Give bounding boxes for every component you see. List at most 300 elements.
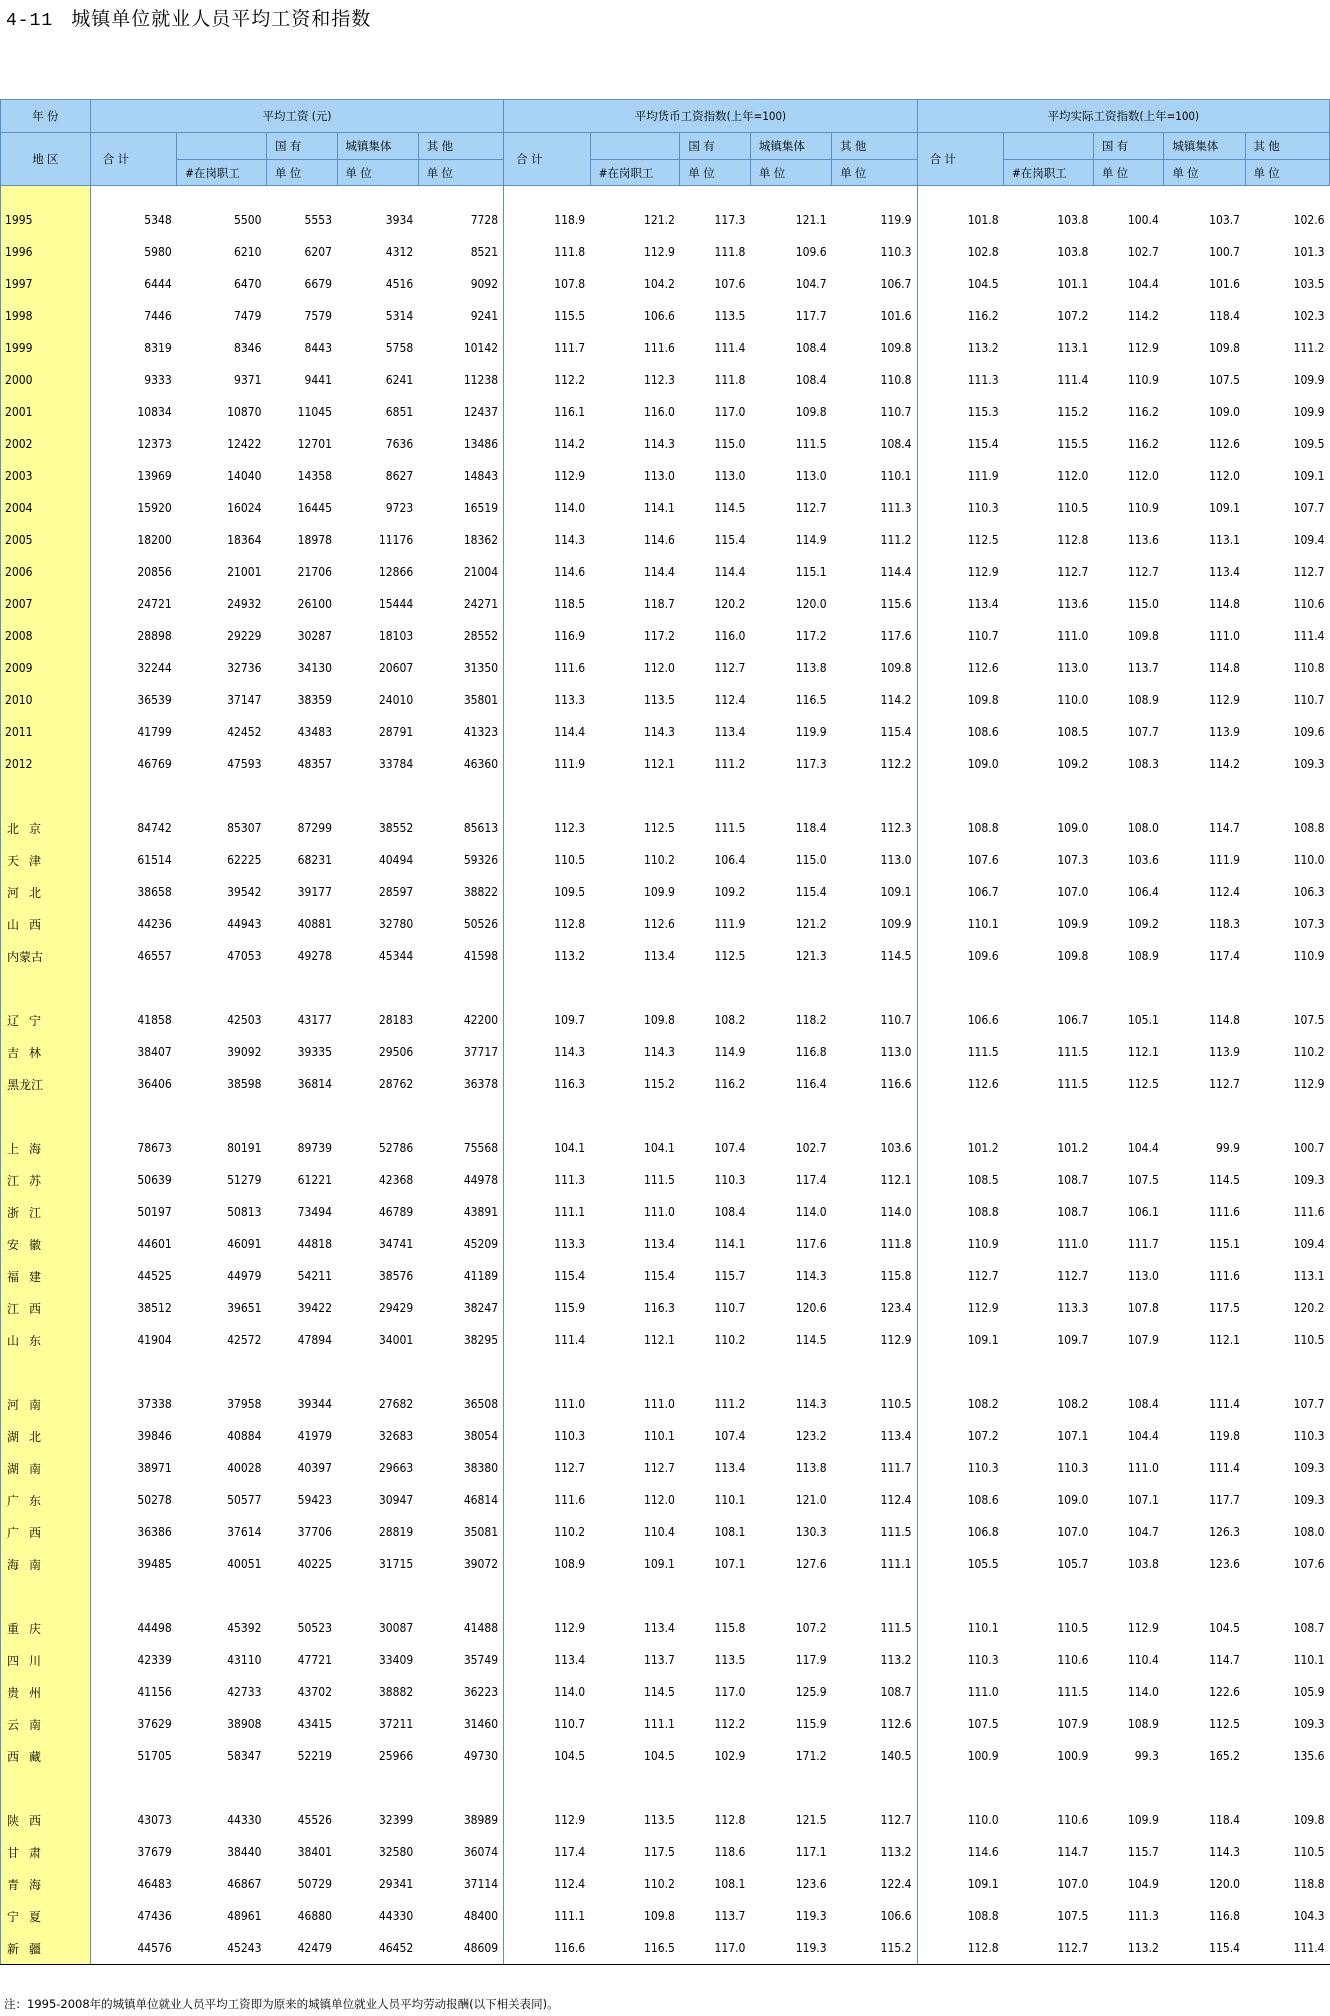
table-cell: 111.4 — [1209, 1461, 1241, 1475]
table-cell — [1164, 780, 1245, 812]
table-cell: 47894 — [297, 1333, 332, 1347]
table-cell: 112.5 — [644, 821, 675, 835]
table-cell: 109.8 — [967, 693, 999, 707]
table-cell: 119.8 — [1209, 1429, 1241, 1443]
table-cell: 111.5 — [832, 1516, 917, 1548]
table-cell: 24010 — [378, 693, 414, 707]
table-cell: 6679 — [304, 277, 332, 291]
table-cell: 50639 — [137, 1173, 172, 1187]
year-label: 1995 — [1, 186, 91, 237]
table-cell: 113.2 — [967, 341, 999, 355]
table-cell: 111.8 — [714, 373, 746, 387]
table-cell — [1093, 1356, 1164, 1388]
table-cell: 108.8 — [967, 821, 999, 835]
table-cell: 42368 — [378, 1173, 414, 1187]
table-cell: 107.9 — [1057, 1717, 1089, 1731]
table-cell: 112.8 — [1057, 533, 1089, 547]
table-cell: 103.8 — [1057, 213, 1089, 227]
region-label: 宁夏 — [1, 1900, 91, 1932]
table-cell: 30947 — [378, 1493, 414, 1507]
table-cell: 110.2 — [554, 1525, 586, 1539]
table-cell: 109.7 — [1057, 1333, 1089, 1347]
table-cell: 110.4 — [1127, 1653, 1159, 1667]
table-cell — [418, 1772, 503, 1804]
table-cell: 115.7 — [1127, 1845, 1159, 1859]
region-label: 江西 — [1, 1292, 91, 1324]
table-cell: 111.2 — [714, 1397, 746, 1411]
table-cell: 114.0 — [1127, 1685, 1159, 1699]
table-cell — [504, 1772, 591, 1804]
table-cell: 42572 — [227, 1333, 262, 1347]
table-cell: 87299 — [297, 821, 332, 835]
table-cell: 10142 — [418, 332, 503, 364]
table-cell: 44818 — [297, 1237, 332, 1251]
table-cell: 44576 — [90, 1932, 177, 1965]
table-row — [1, 1836, 1330, 1868]
table-cell: 109.1 — [644, 1557, 675, 1571]
table-cell: 100.7 — [1209, 245, 1241, 259]
table-cell: 110.4 — [644, 1525, 675, 1539]
table-cell — [1004, 1356, 1094, 1388]
table-cell: 54211 — [297, 1269, 332, 1283]
table-cell: 59423 — [297, 1493, 332, 1507]
table-cell: 110.5 — [554, 853, 586, 867]
table-cell: 38989 — [418, 1804, 503, 1836]
table-cell: 107.2 — [1057, 309, 1089, 323]
table-cell: 39846 — [137, 1429, 172, 1443]
table-cell: 36508 — [418, 1388, 503, 1420]
table-cell: 110.2 — [714, 1333, 746, 1347]
table-cell: 112.8 — [714, 1813, 746, 1827]
table-cell: 73494 — [297, 1205, 332, 1219]
table-cell: 46483 — [137, 1877, 172, 1891]
table-cell: 46814 — [418, 1484, 503, 1516]
table-cell: 113.4 — [644, 1237, 675, 1251]
year-label: 2006 — [1, 556, 91, 588]
table-cell: 118.4 — [1209, 309, 1241, 323]
table-cell — [90, 1580, 177, 1612]
table-cell — [1004, 1580, 1094, 1612]
table-cell: 112.5 — [967, 533, 999, 547]
table-cell: 52219 — [297, 1749, 332, 1763]
table-cell: 108.9 — [1127, 1717, 1159, 1731]
table-cell: 106.4 — [1127, 885, 1159, 899]
table-cell — [267, 1772, 338, 1804]
table-cell — [680, 1356, 751, 1388]
table-cell — [1004, 1772, 1094, 1804]
table-cell: 114.5 — [1209, 1173, 1241, 1187]
region-label: 吉林 — [1, 1036, 91, 1068]
table-cell: 110.2 — [644, 853, 675, 867]
table-cell: 114.3 — [644, 725, 675, 739]
table-cell: 36539 — [137, 693, 172, 707]
table-cell: 3934 — [385, 213, 414, 227]
table-cell: 113.5 — [714, 1653, 746, 1667]
table-cell: 107.7 — [1127, 725, 1159, 739]
table-row — [1, 588, 1330, 620]
table-cell: 107.5 — [1209, 373, 1241, 387]
table-row — [1, 1196, 1330, 1228]
table-cell — [90, 1100, 177, 1132]
table-cell: 101.8 — [967, 213, 999, 227]
table-cell: 110.5 — [1057, 501, 1089, 515]
table-cell: 113.0 — [1127, 1269, 1159, 1283]
table-row — [1, 1900, 1330, 1932]
table-cell: 7479 — [234, 309, 262, 323]
table-row — [1, 556, 1330, 588]
table-row — [1, 1420, 1330, 1452]
region-label: 山东 — [1, 1324, 91, 1356]
table-cell — [1093, 1772, 1164, 1804]
year-label: 2011 — [1, 716, 91, 748]
table-cell: 112.6 — [967, 661, 999, 675]
table-cell: 112.7 — [795, 501, 827, 515]
table-cell: 109.5 — [1293, 437, 1325, 451]
region-label: 河南 — [1, 1388, 91, 1420]
table-row — [1, 1676, 1330, 1708]
table-cell: 115.7 — [714, 1269, 746, 1283]
table-cell: 130.3 — [795, 1525, 827, 1539]
table-cell: 108.6 — [967, 725, 999, 739]
year-label: 1998 — [1, 300, 91, 332]
table-cell: 111.0 — [644, 1397, 675, 1411]
table-cell: 114.6 — [967, 1845, 999, 1859]
table-cell: 7579 — [304, 309, 332, 323]
table-cell: 7636 — [385, 437, 414, 451]
table-cell: 40494 — [378, 853, 414, 867]
table-cell: 108.7 — [1057, 1205, 1089, 1219]
table-cell: 39422 — [297, 1301, 332, 1315]
table-cell: 112.0 — [1057, 469, 1089, 483]
table-cell: 106.3 — [1293, 885, 1325, 899]
table-cell — [177, 1100, 267, 1132]
table-cell: 115.1 — [795, 565, 827, 579]
table-cell: 99.3 — [1134, 1749, 1159, 1763]
table-cell: 112.9 — [1127, 341, 1159, 355]
table-row — [1, 1452, 1330, 1484]
table-cell: 108.0 — [1293, 1525, 1325, 1539]
table-cell: 105.5 — [967, 1557, 999, 1571]
table-cell: 116.6 — [832, 1068, 917, 1100]
region-label: 福建 — [1, 1260, 91, 1292]
table-cell: 111.1 — [554, 1205, 586, 1219]
table-cell — [1245, 972, 1329, 1004]
table-cell: 109.9 — [1293, 373, 1325, 387]
table-cell: 115.0 — [714, 437, 746, 451]
table-cell: 14843 — [418, 460, 503, 492]
spacer-label — [1, 1580, 91, 1612]
table-cell — [680, 780, 751, 812]
table-cell: 116.3 — [554, 1077, 586, 1091]
table-cell: 112.7 — [554, 1461, 586, 1475]
table-cell: 28597 — [378, 885, 414, 899]
table-row — [1, 1548, 1330, 1580]
table-cell — [680, 1100, 751, 1132]
table-cell: 5553 — [304, 213, 332, 227]
table-cell: 118.7 — [644, 597, 675, 611]
table-cell: 39344 — [297, 1397, 332, 1411]
table-cell: 11045 — [297, 405, 332, 419]
table-cell: 43702 — [297, 1685, 332, 1699]
table-row — [1, 1132, 1330, 1164]
table-cell: 107.1 — [714, 1557, 746, 1571]
table-cell — [590, 780, 680, 812]
table-cell — [504, 972, 591, 1004]
table-row — [1, 396, 1330, 428]
table-cell: 104.1 — [554, 1141, 586, 1155]
table-cell: 85613 — [418, 812, 503, 844]
table-cell: 9241 — [418, 300, 503, 332]
table-cell: 113.2 — [1093, 1932, 1164, 1965]
table-cell: 110.1 — [832, 460, 917, 492]
col-onpost: #在岗职工 — [177, 160, 267, 186]
table-row — [1, 1228, 1330, 1260]
table-cell: 112.9 — [644, 245, 675, 259]
table-cell: 112.7 — [1127, 565, 1159, 579]
table-cell: 38971 — [137, 1461, 172, 1475]
table-cell: 113.6 — [1127, 533, 1159, 547]
table-cell: 109.9 — [1127, 1813, 1159, 1827]
table-cell: 111.9 — [554, 757, 586, 771]
table-cell — [177, 1580, 267, 1612]
group-real-index: 平均实际工资指数(上年=100) — [917, 100, 1329, 133]
table-cell: 111.9 — [1209, 853, 1241, 867]
table-cell — [337, 780, 418, 812]
table-cell: 109.6 — [967, 949, 999, 963]
region-label: 四川 — [1, 1644, 91, 1676]
table-cell — [267, 780, 338, 812]
table-cell — [917, 972, 1004, 1004]
table-cell: 104.5 — [554, 1749, 586, 1763]
table-cell: 121.2 — [795, 917, 827, 931]
row-label-header-top: 年 份 — [1, 100, 91, 133]
table-cell: 5758 — [385, 341, 414, 355]
table-cell: 107.6 — [967, 853, 999, 867]
table-cell — [832, 1580, 917, 1612]
table-cell: 16519 — [418, 492, 503, 524]
table-row — [1, 1388, 1330, 1420]
table-cell: 46091 — [227, 1237, 262, 1251]
table-cell: 12437 — [418, 396, 503, 428]
table-cell: 118.2 — [795, 1013, 827, 1027]
table-cell: 118.4 — [1209, 1813, 1241, 1827]
table-cell: 28791 — [378, 725, 414, 739]
table-cell: 114.7 — [1209, 1653, 1241, 1667]
table-cell — [1093, 1580, 1164, 1612]
table-cell: 20607 — [378, 661, 414, 675]
table-cell: 119.3 — [750, 1932, 831, 1965]
table-cell: 37338 — [137, 1397, 172, 1411]
col-other-top: 其 他 — [418, 133, 503, 160]
table-cell: 110.7 — [832, 1004, 917, 1036]
table-cell: 123.6 — [795, 1877, 827, 1891]
table-cell: 114.8 — [1209, 597, 1241, 611]
table-cell: 107.3 — [1293, 917, 1325, 931]
table-cell — [590, 1580, 680, 1612]
spacer-label — [1, 972, 91, 1004]
table-cell: 111.2 — [714, 757, 746, 771]
col-other-bottom: 单 位 — [418, 160, 503, 186]
table-cell: 43891 — [418, 1196, 503, 1228]
table-cell: 116.2 — [1127, 405, 1159, 419]
table-cell: 58347 — [227, 1749, 262, 1763]
table-cell — [1245, 1772, 1329, 1804]
table-cell: 37211 — [378, 1717, 414, 1731]
table-cell: 99.9 — [1215, 1141, 1241, 1155]
table-cell: 25966 — [378, 1749, 414, 1763]
table-cell: 110.3 — [967, 1653, 999, 1667]
table-cell: 115.8 — [714, 1621, 746, 1635]
year-label: 1999 — [1, 332, 91, 364]
table-cell: 110.3 — [1057, 1461, 1089, 1475]
table-cell: 31460 — [418, 1708, 503, 1740]
table-cell: 112.4 — [1209, 885, 1241, 899]
table-cell: 111.4 — [1293, 629, 1325, 643]
table-cell — [1245, 780, 1329, 812]
table-cell: 112.5 — [1209, 1717, 1241, 1731]
table-row — [1, 1868, 1330, 1900]
table-cell: 109.4 — [1293, 1237, 1325, 1251]
col-state-bottom: 单 位 — [1093, 160, 1164, 186]
table-cell: 50729 — [297, 1877, 332, 1891]
table-cell: 113.3 — [554, 1237, 586, 1251]
table-cell — [917, 1100, 1004, 1132]
table-cell: 112.7 — [1057, 1269, 1089, 1283]
region-label: 江苏 — [1, 1164, 91, 1196]
table-row — [1, 1292, 1330, 1324]
table-cell — [750, 1100, 831, 1132]
table-cell: 115.4 — [1164, 1932, 1245, 1965]
year-label: 2005 — [1, 524, 91, 556]
table-cell: 40397 — [297, 1461, 332, 1475]
table-cell: 107.0 — [1057, 1877, 1089, 1891]
table-cell: 37717 — [418, 1036, 503, 1068]
region-label: 湖南 — [1, 1452, 91, 1484]
table-cell — [590, 972, 680, 1004]
table-cell: 104.4 — [1127, 1429, 1159, 1443]
table-cell: 109.0 — [1209, 405, 1241, 419]
table-cell: 112.3 — [554, 821, 586, 835]
table-cell: 111.5 — [795, 437, 827, 451]
table-cell: 116.0 — [644, 405, 675, 419]
table-cell: 11176 — [378, 533, 414, 547]
table-row — [1, 300, 1330, 332]
table-cell: 113.4 — [644, 1621, 675, 1635]
table-cell: 111.6 — [1293, 1205, 1325, 1219]
table-cell: 106.8 — [967, 1525, 999, 1539]
table-row — [1, 1932, 1330, 1965]
table-cell: 52786 — [378, 1141, 414, 1155]
region-label: 云南 — [1, 1708, 91, 1740]
table-cell: 110.8 — [1293, 661, 1325, 675]
table-cell: 116.0 — [714, 629, 746, 643]
table-cell: 36223 — [418, 1676, 503, 1708]
table-cell: 115.2 — [644, 1077, 675, 1091]
table-row — [1, 332, 1330, 364]
table-cell: 122.4 — [832, 1868, 917, 1900]
table-cell: 100.4 — [1127, 213, 1159, 227]
table-cell: 45243 — [177, 1932, 267, 1965]
table-cell: 113.7 — [1127, 661, 1159, 675]
table-cell: 109.1 — [832, 876, 917, 908]
table-cell: 40028 — [227, 1461, 262, 1475]
table-cell: 118.5 — [554, 597, 586, 611]
table-cell: 50813 — [227, 1205, 262, 1219]
table-cell: 103.8 — [1057, 245, 1089, 259]
table-row — [1, 652, 1330, 684]
table-cell: 108.4 — [795, 373, 827, 387]
table-cell: 111.0 — [1057, 1237, 1089, 1251]
table-cell: 39485 — [137, 1557, 172, 1571]
table-cell: 36814 — [297, 1077, 332, 1091]
table-cell: 110.5 — [1293, 1333, 1325, 1347]
table-cell: 78673 — [137, 1141, 172, 1155]
table-cell: 109.3 — [1293, 1717, 1325, 1731]
table-cell: 115.4 — [967, 437, 999, 451]
table-cell: 117.1 — [795, 1845, 827, 1859]
table-cell: 109.3 — [1293, 1493, 1325, 1507]
col-onpost: #在岗职工 — [590, 160, 680, 186]
table-cell: 4516 — [385, 277, 414, 291]
table-cell: 111.5 — [1057, 1045, 1089, 1059]
table-cell — [337, 1772, 418, 1804]
table-cell: 114.0 — [554, 501, 586, 515]
table-cell: 114.3 — [795, 1269, 827, 1283]
table-cell: 18200 — [137, 533, 172, 547]
table-cell: 110.1 — [714, 1493, 746, 1507]
table-cell: 112.9 — [1293, 1077, 1325, 1091]
table-cell: 107.7 — [1293, 501, 1325, 515]
table-cell: 109.9 — [1293, 405, 1325, 419]
table-cell: 31350 — [418, 652, 503, 684]
table-cell: 108.4 — [795, 341, 827, 355]
table-cell: 101.3 — [1293, 245, 1325, 259]
table-cell: 113.7 — [714, 1909, 746, 1923]
table-cell: 110.1 — [644, 1429, 675, 1443]
table-cell: 38658 — [137, 885, 172, 899]
table-cell: 117.7 — [795, 309, 827, 323]
table-number: 4-11 — [6, 11, 54, 31]
table-row — [1, 428, 1330, 460]
table-cell: 117.0 — [714, 405, 746, 419]
table-cell: 115.5 — [1057, 437, 1089, 451]
table-cell: 8319 — [144, 341, 172, 355]
table-cell: 108.5 — [1057, 725, 1089, 739]
col-other-top: 其 他 — [1245, 133, 1329, 160]
table-cell: 9441 — [304, 373, 332, 387]
table-row — [1, 364, 1330, 396]
table-cell: 100.7 — [1293, 1141, 1325, 1155]
col-total: 合 计 — [90, 133, 177, 186]
table-cell: 51705 — [137, 1749, 172, 1763]
table-cell: 111.8 — [714, 245, 746, 259]
table-cell: 110.7 — [1293, 693, 1325, 707]
table-cell: 38598 — [227, 1077, 262, 1091]
table-cell: 114.5 — [644, 1685, 675, 1699]
table-cell: 28898 — [137, 629, 172, 643]
table-cell: 114.2 — [554, 437, 586, 451]
table-cell: 122.6 — [1209, 1685, 1241, 1699]
table-cell: 36386 — [137, 1525, 172, 1539]
table-cell: 111.4 — [1057, 373, 1089, 387]
region-label: 黑龙江 — [1, 1068, 91, 1100]
year-label: 2001 — [1, 396, 91, 428]
table-cell: 114.3 — [644, 437, 675, 451]
table-row — [1, 268, 1330, 300]
table-cell: 112.8 — [917, 1932, 1004, 1965]
table-cell: 110.9 — [967, 1237, 999, 1251]
table-cell: 111.7 — [554, 341, 586, 355]
